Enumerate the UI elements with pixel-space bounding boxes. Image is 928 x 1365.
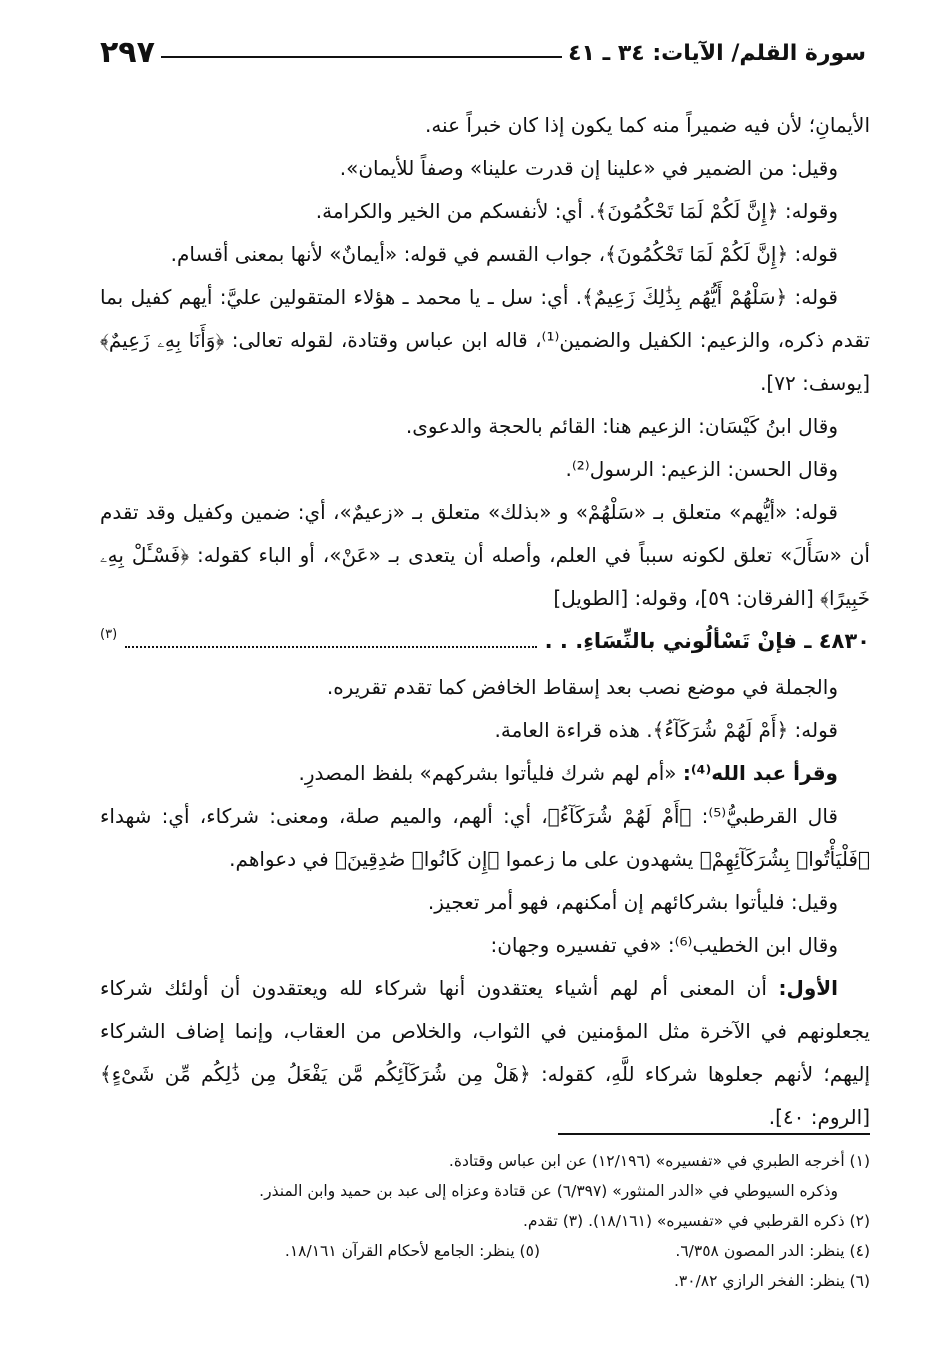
paragraph: قال القرطبيُّ⁽⁵⁾: ﴿أَمْ لَهُمْ شُرَكَآءُ﴾، أي: ألهم، والميم صلة، ومعنى: شركاء، أي: شهداء ﴿فَلْيَأْتُوا۟ بِشُرَكَآئِهِمْ﴾ يشهدون على ما زعموا ﴿إِن كَانُوا۟ صَٰدِقِينَ﴾ في دعواهم. xyxy=(100,804,870,871)
paragraph: وقيل: من الضمير في «علينا إن قدرت علينا» وصفاً للأيمان». xyxy=(339,156,838,180)
poetry-verse xyxy=(100,620,870,666)
footnotes xyxy=(100,1146,870,1296)
footnote-row xyxy=(100,1236,870,1266)
paragraph: وقال ابن الخطيب⁽⁶⁾: «في تفسيره وجهان: xyxy=(490,933,838,957)
paragraph: قوله: «أيُّهم» متعلق بـ «سَلْهُمْ» و «بذلك» متعلق بـ «زعيمٌ»، أي: ضمين وكفيل وقد تقدم أن «سَأَلَ» تعلق لكونه سبباً في العلم، وأصله أن يتعدى بـ «عَنْ»، أو الباء كقوله: ﴿فَسْـَٔلْ بِهِۦ خَبِيرًا﴾ [الفرقان: ٥٩]، وقوله: [الطويل] xyxy=(100,500,870,610)
bold-lead: وقرأ عبد الله⁽⁴⁾: xyxy=(682,761,838,785)
paragraph xyxy=(100,752,870,795)
main-text xyxy=(100,104,870,1139)
verse-text: ٤٨٣٠ ـ فإنْ تَسْألُوني بالنِّسَاءِ. . . xyxy=(544,629,870,653)
footnote: (٥) ينظر: الجامع لأحكام القرآن ١٨/١٦١. xyxy=(284,1242,540,1260)
paragraph: والجملة في موضع نصب بعد إسقاط الخافض كما تقدم تقريره. xyxy=(326,675,838,699)
footnote-continuation: وذكره السيوطي في «الدر المنثور» (٦/٣٩٧) عن قتادة وعزاه إلى عبد بن حميد وابن المنذر. xyxy=(259,1182,838,1200)
footnote: (١) أخرجه الطبري في «تفسيره» (١٢/١٩٦) عن ابن عباس وقتادة. xyxy=(448,1152,870,1170)
footnote: (٢) ذكره القرطبي في «تفسيره» (١٨/١٦١). (٣) تقدم. xyxy=(523,1212,870,1230)
paragraph: الأيمانِ؛ لأن فيه ضميراً منه كما يكون إذا كان خبراً عنه. xyxy=(424,113,870,137)
paragraph xyxy=(100,967,870,1139)
paragraph: وقيل: فليأتوا بشركائهم إن أمكنهم، فهو أمر تعجيز. xyxy=(427,890,838,914)
page-number: ٢٩٧ xyxy=(100,35,155,70)
paragraph: وقال ابنُ كَيْسَان: الزعيم هنا: القائم بالحجة والدعوى. xyxy=(405,414,838,438)
header-rule xyxy=(161,56,562,58)
paragraph-text: أن المعنى أم لهم أشياء يعتقدون أنها شركاء لله ويعتقدون أن أولئك شركاء يجعلونهم في الآخرة مثل المؤمنين في الثواب، والخلاص من العقاب، وإنما إضاف الشركاء إليهم؛ لأنهم جعلوها شركاء للَّهِ، كقوله: ﴿هَلْ مِن شُرَكَآئِكُم مَّن يَفْعَلُ مِن ذَٰلِكُم مِّن شَىْءٍ﴾ [الروم: ٤٠]. xyxy=(100,976,870,1129)
footnote: (٦) ينظر: الفخر الرازي ٣٠/٨٢. xyxy=(673,1272,870,1290)
paragraph: قوله: ﴿إِنَّ لَكُمْ لَمَا تَحْكُمُونَ﴾، جواب القسم في قوله: «أيمانٌ» لأنها بمعنى أقسام. xyxy=(170,242,838,266)
running-title: سورة القلم/ الآيات: ٣٤ ـ ٤١ xyxy=(568,41,866,66)
verse-dots xyxy=(125,645,537,648)
footnote-separator xyxy=(558,1133,870,1135)
bold-lead: الأول: xyxy=(778,976,838,1000)
paragraph: وقوله: ﴿إِنَّ لَكُمْ لَمَا تَحْكُمُونَ﴾. أي: لأنفسكم من الخير والكرامة. xyxy=(315,199,838,223)
paragraph-text: «أم لهم شرك فليأتوا بشركهم» بلفظ المصدرِ. xyxy=(298,761,683,785)
paragraph: قوله: ﴿أَمْ لَهُمْ شُرَكَآءُ﴾. هذه قراءة العامة. xyxy=(494,718,838,742)
page-header xyxy=(100,30,866,70)
verse-footnote-ref: (٣) xyxy=(100,627,118,642)
paragraph: وقال الحسن: الزعيم: الرسول⁽²⁾. xyxy=(565,457,838,481)
paragraph: قوله: ﴿سَلْهُمْ أَيُّهُم بِذَٰلِكَ زَعِيمٌ﴾. أي: سل ـ يا محمد ـ هؤلاء المتقولين عليَّ: أيهم كفيل بما تقدم ذكره، والزعيم: الكفيل والضمين⁽¹⁾، قاله ابن عباس وقتادة، لقوله تعالى: ﴿وَأَنَا بِهِۦ زَعِيمٌ﴾ [يوسف: ٧٢]. xyxy=(100,285,870,395)
footnote: (٤) ينظر: الدر المصون ٦/٣٥٨. xyxy=(675,1242,870,1260)
